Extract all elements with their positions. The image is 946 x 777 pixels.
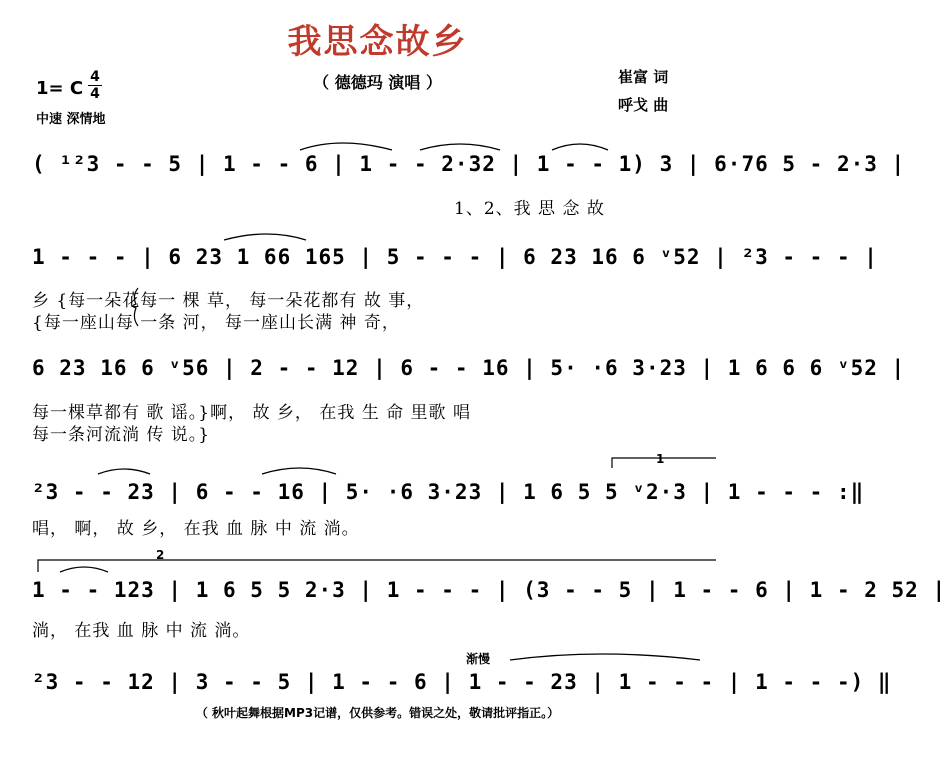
- slur: [262, 468, 336, 474]
- volta-2-label: 2: [156, 548, 165, 562]
- notation-row-6: ²3 - - 12 | 3 - - 5 | 1 - - 6 | 1 - - 23 | 1 - - - | 1 - - -) ‖: [32, 670, 892, 694]
- notation-row-3: 6 23 16 6 ᵛ56 | 2 - - 12 | 6 - - 16 | 5· ·6 3·23 | 1 6 6 6 ᵛ52 |: [32, 356, 906, 380]
- slur: [60, 567, 108, 572]
- slur: [510, 654, 700, 660]
- tempo-marking: 中速 深情地: [36, 112, 106, 127]
- page-title: 我思念故乡: [287, 22, 468, 62]
- ritardando-marking: 渐慢: [466, 652, 491, 666]
- lyric-row-4: 唱， 啊， 故 乡， 在我 血 脉 中 流 淌。: [32, 519, 360, 539]
- volta-2-bracket: [38, 560, 716, 572]
- brace: [133, 288, 138, 326]
- performer-subtitle: （ 德德玛 演唱 ）: [313, 73, 442, 92]
- lyric-row-3-verse-1: 每一棵草都有 歌 谣。}啊， 故 乡， 在我 生 命 里歌 唱: [32, 403, 471, 423]
- slur: [420, 144, 500, 150]
- time-signature-top: 4: [90, 69, 100, 85]
- notation-row-2: 1 - - - | 6 23 1 66 165 | 5 - - - | 6 23 16 6 ᵛ52 | ²3 - - - |: [32, 245, 878, 269]
- composer-credit: 呼戈 曲: [618, 96, 669, 114]
- volta-1-label: 1: [656, 452, 665, 466]
- lyric-row-5: 淌， 在我 血 脉 中 流 淌。: [32, 621, 251, 641]
- slur: [300, 143, 392, 150]
- volta-1-bracket: [612, 458, 716, 468]
- slur: [98, 469, 150, 474]
- notation-row-4: ²3 - - 23 | 6 - - 16 | 5· ·6 3·23 | 1 6 5 5 ᵛ2·3 | 1 - - - :‖: [32, 480, 865, 504]
- key-signature: 1= C: [36, 78, 84, 99]
- slur: [552, 144, 608, 150]
- lyric-row-2-verse-1: 乡 {每一朵花每一 棵 草， 每一朵花都有 故 事，: [32, 291, 425, 311]
- lyric-row-1: 1、2、我 思 念 故: [454, 199, 605, 219]
- time-signature-bottom: 4: [90, 86, 100, 102]
- footnote: （ 秋叶起舞根据MP3记谱，仅供参考。错误之处，敬请批评指正。）: [195, 706, 560, 720]
- notation-row-5: 1 - - 123 | 1 6 5 5 2·3 | 1 - - - | (3 - - 5 | 1 - - 6 | 1 - 2 52 |: [32, 578, 946, 602]
- lyric-row-3-verse-2: 每一条河流淌 传 说。}: [32, 425, 211, 445]
- lyricist-credit: 崔富 词: [618, 68, 669, 86]
- lyric-row-2-verse-2: {每一座山每 一条 河， 每一座山长满 神 奇，: [32, 313, 400, 333]
- slur: [224, 234, 306, 240]
- notation-row-1: ( ¹²3 - - 5 | 1 - - 6 | 1 - - 2·32 | 1 - - 1) 3 | 6·76 5 - 2·3 |: [32, 152, 906, 176]
